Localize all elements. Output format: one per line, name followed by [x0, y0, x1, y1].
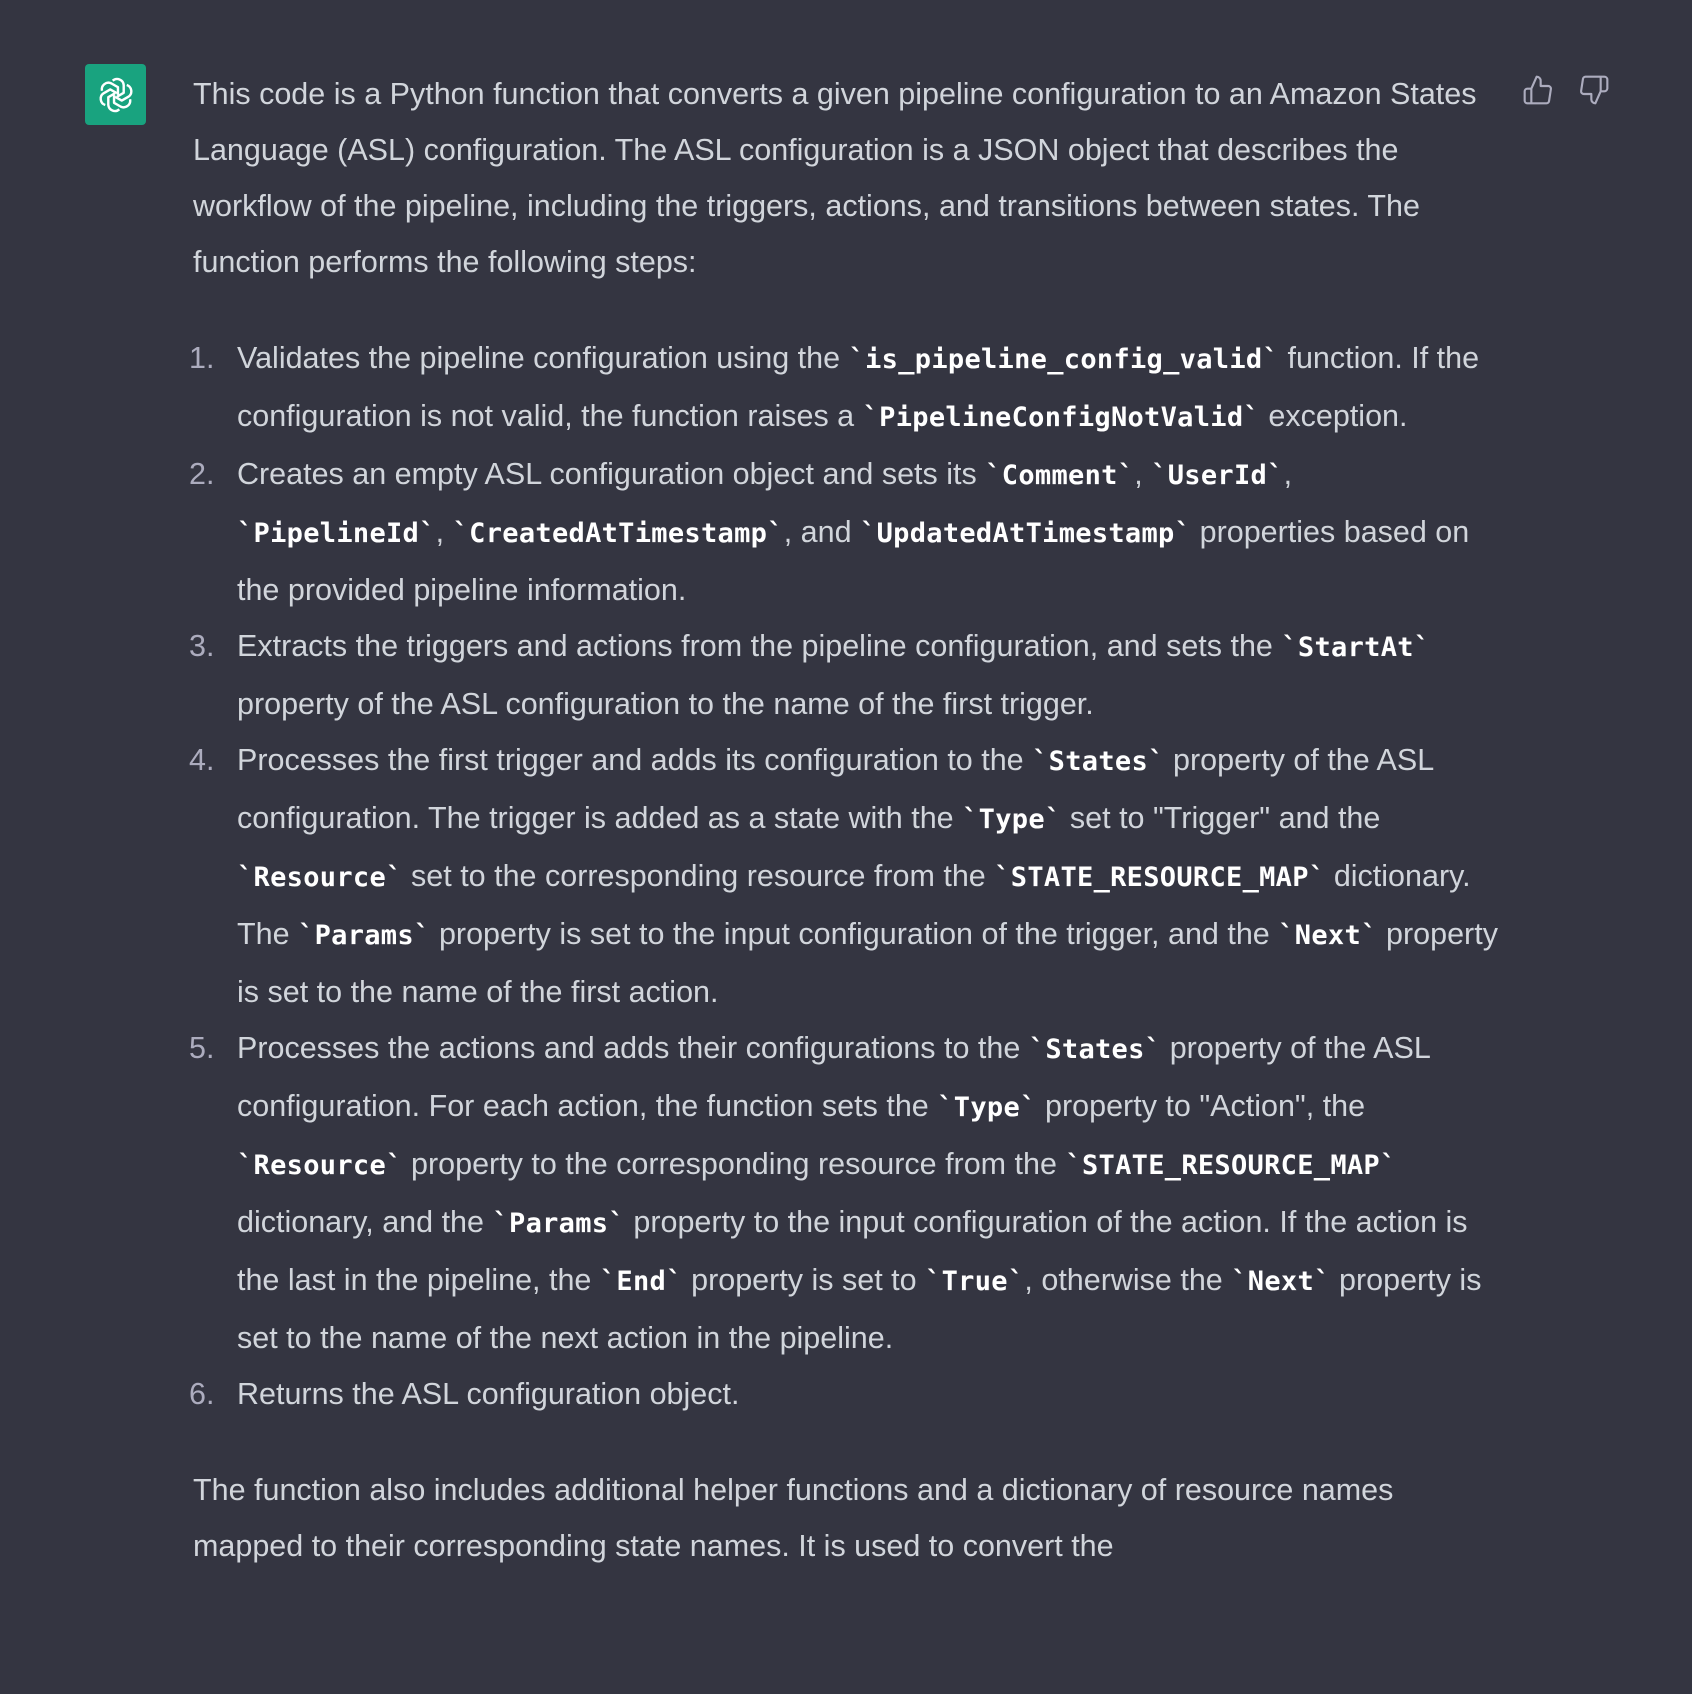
text-segment: Creates an empty ASL configuration object and sets its	[237, 457, 986, 491]
thumbs-down-icon	[1578, 74, 1610, 106]
inline-code: `Params`	[298, 920, 431, 951]
text-segment: property is set to the name of the next action in the pipeline.	[237, 1263, 1482, 1355]
text-segment: dictionary. The	[237, 859, 1471, 951]
inline-code: `CreatedAtTimestamp`	[452, 518, 784, 549]
list-item-number: 3.	[189, 629, 215, 663]
inline-code: `PipelineId`	[237, 518, 436, 549]
text-segment: set to the corresponding resource from the	[402, 859, 995, 893]
list-item-number: 6.	[189, 1377, 215, 1411]
list-item	[189, 618, 1503, 732]
list-item-number: 2.	[189, 457, 215, 491]
inline-code: `STATE_RESOURCE_MAP`	[1065, 1150, 1397, 1181]
text-segment: ,	[435, 515, 453, 549]
list-item	[189, 1020, 1503, 1366]
text-segment: set to "Trigger" and the	[1061, 801, 1381, 835]
inline-code: `Type`	[962, 804, 1062, 835]
list-item	[189, 1366, 1503, 1422]
inline-code: `Next`	[1231, 1266, 1331, 1297]
text-segment: Extracts the triggers and actions from the pipeline configuration, and sets the	[237, 629, 1282, 663]
list-item	[189, 446, 1503, 618]
text-segment: , otherwise the	[1024, 1263, 1232, 1297]
text-segment: property is set to	[682, 1263, 926, 1297]
inline-code: `States`	[1032, 746, 1165, 777]
inline-code: `Resource`	[237, 1150, 403, 1181]
text-segment: property to the input configuration of the action. If the action is the last in the pipeline, the	[237, 1205, 1468, 1297]
text-segment: Processes the first trigger and adds its configuration to the	[237, 743, 1033, 777]
steps-list	[189, 330, 1503, 1422]
inline-code: `States`	[1028, 1034, 1162, 1065]
inline-code: `Resource`	[237, 862, 403, 893]
message-content	[189, 66, 1503, 1574]
text-segment: property is set to the name of the first action.	[237, 917, 1498, 1009]
inline-code: `STATE_RESOURCE_MAP`	[994, 862, 1326, 893]
thumbs-down-button[interactable]	[1576, 72, 1612, 108]
text-segment: property of the ASL configuration. For each action, the function sets the	[237, 1031, 1430, 1123]
outro-paragraph: The function also includes additional helper functions and a dictionary of resource names mapped to their corresponding state names. It is used to convert the	[193, 1473, 1394, 1563]
inline-code: `PipelineConfigNotValid`	[862, 402, 1260, 433]
text-segment: , and	[783, 515, 861, 549]
list-item-number: 5.	[189, 1031, 215, 1065]
openai-logo-icon	[94, 73, 138, 117]
inline-code: `UserId`	[1151, 460, 1284, 491]
inline-code: `Params`	[492, 1208, 625, 1239]
inline-code: `End`	[599, 1266, 683, 1297]
inline-code: `is_pipeline_config_valid`	[848, 344, 1280, 375]
intro-paragraph: This code is a Python function that converts a given pipeline configuration to an Amazon States Language (ASL) configuration. The ASL configuration is a JSON object that describes the workflow of the pipeline, including the triggers, actions, and transitions between states. The function performs the following steps:	[193, 77, 1477, 279]
thumbs-up-button[interactable]	[1520, 72, 1556, 108]
text-segment: Returns the ASL configuration object.	[237, 1377, 740, 1411]
text-segment: ,	[1283, 457, 1293, 491]
thumbs-up-icon	[1522, 74, 1554, 106]
text-segment: Validates the pipeline configuration using the	[237, 341, 849, 375]
text-segment: property to the corresponding resource from the	[402, 1147, 1066, 1181]
list-item-number: 1.	[189, 341, 215, 375]
inline-code: `StartAt`	[1281, 632, 1431, 663]
text-segment: ,	[1134, 457, 1152, 491]
assistant-avatar	[85, 64, 146, 125]
inline-code: `Next`	[1278, 920, 1378, 951]
text-segment: properties based on the provided pipeline information.	[237, 515, 1470, 607]
inline-code: `UpdatedAtTimestamp`	[860, 518, 1192, 549]
text-segment: property to "Action", the	[1036, 1089, 1366, 1123]
text-segment: property of the ASL configuration to the name of the first trigger.	[237, 687, 1094, 721]
text-segment: dictionary, and the	[237, 1205, 493, 1239]
text-segment: property is set to the input configuration of the trigger, and the	[430, 917, 1279, 951]
inline-code: `Comment`	[985, 460, 1135, 491]
text-segment: property of the ASL configuration. The trigger is added as a state with the	[237, 743, 1434, 835]
list-item-number: 4.	[189, 743, 215, 777]
list-item	[189, 330, 1503, 446]
list-item	[189, 732, 1503, 1020]
inline-code: `Type`	[937, 1092, 1037, 1123]
text-segment: exception.	[1259, 399, 1408, 433]
text-segment: function. If the configuration is not valid, the function raises a	[237, 341, 1480, 433]
text-segment: Processes the actions and adds their configurations to the	[237, 1031, 1029, 1065]
feedback-buttons	[1520, 72, 1612, 108]
inline-code: `True`	[925, 1266, 1025, 1297]
